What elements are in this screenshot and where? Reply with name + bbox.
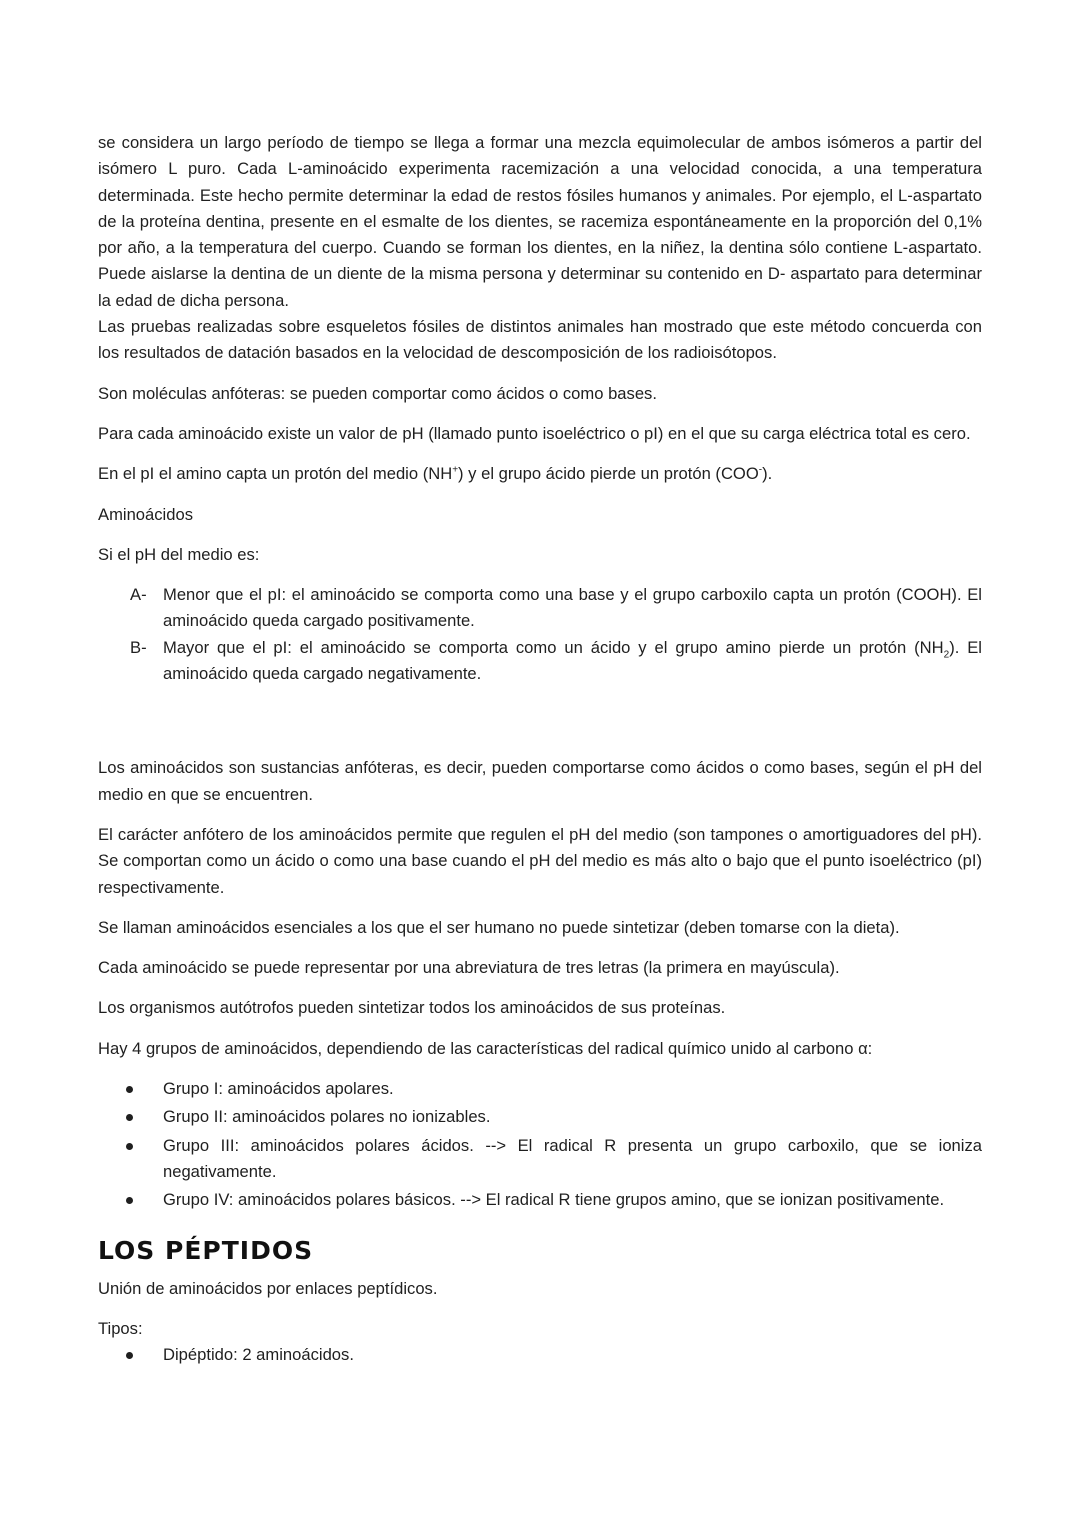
bullet-icon <box>126 1352 133 1359</box>
paragraph-anfoteras: Son moléculas anfóteras: se pueden comportar como ácidos o como bases. <box>98 383 657 403</box>
paragraph-punto-isoelectrico: Para cada aminoácido existe un valor de pH (llamado punto isoeléctrico o pI) en el que su carga eléctrica total es cero. <box>98 423 971 443</box>
pi-text-b: ) y el grupo ácido pierde un protón (COO <box>458 464 759 484</box>
paragraph-peptidos-definicion: Unión de aminoácidos por enlaces peptídicos. <box>98 1278 438 1298</box>
ph-case-list <box>98 582 982 687</box>
paragraph-caracter-anfotero: El carácter anfótero de los aminoácidos permite que regulen el pH del medio (son tampones o amortiguadores del pH). Se comportan como un ácido o como una base cuando el pH del medio es más alto o bajo que el punto isoeléctrico (pI) respectivamente. <box>98 824 982 897</box>
list-item-text: Grupo III: aminoácidos polares ácidos. --> El radical R presenta un grupo carboxilo, que se ioniza negativamente. <box>163 1135 982 1181</box>
pi-superscript-plus: + <box>452 464 459 476</box>
paragraph-grupos-intro: Hay 4 grupos de aminoácidos, dependiendo de las características del radical químico unido al carbono α: <box>98 1038 873 1058</box>
list-marker: A- <box>130 585 147 605</box>
paragraph-pi-protones <box>98 461 982 487</box>
tipos-list <box>98 1342 982 1368</box>
pi-text-a: En el pI el amino capta un protón del medio (NH <box>98 464 453 484</box>
list-item <box>98 1342 982 1368</box>
list-item-text: Dipéptido: 2 aminoácidos. <box>163 1345 354 1365</box>
list-item <box>98 1104 982 1130</box>
list-item-text-b: ). El aminoácido queda cargado negativamente. <box>163 637 982 684</box>
paragraph-racemizacion: se considera un largo período de tiempo se llega a formar una mezcla equimolecular de ambos isómeros a partir del isómero L puro. Cada L-aminoácido experimenta racemización a una velocidad conocida, a una temperatura determinada. Este hecho permite determinar la edad de restos fósiles humanos y animales. Por ejemplo, el L-aspartato de la proteína dentina, presente en el esmalte de los dientes, se racemiza espontáneamente en la proporción del 0,1% por año, a la temperatura del cuerpo. Cuando se forman los dientes, en la niñez, la dentina sólo contiene L-aspartato. Puede aislarse la dentina de un diente de la misma persona y determinar su contenido en D- aspartato para determinar la edad de dicha persona. <box>98 133 982 310</box>
bullet-icon <box>126 1197 133 1204</box>
document-page <box>98 130 982 1368</box>
bullet-icon <box>126 1114 133 1121</box>
list-item-text: Grupo IV: aminoácidos polares básicos. --> El radical R tiene grupos amino, que se ionizan positivamente. <box>163 1190 945 1210</box>
list-item <box>98 635 982 688</box>
label-tipos: Tipos: <box>98 1318 143 1338</box>
list-marker: B- <box>130 637 147 657</box>
grupos-list <box>98 1076 982 1213</box>
section-heading-peptidos: LOS PÉPTIDOS <box>98 1235 314 1265</box>
list-item <box>98 1133 982 1186</box>
list-item-text: Grupo II: aminoácidos polares no ionizables. <box>163 1107 491 1127</box>
list-item-text: Grupo I: aminoácidos apolares. <box>163 1079 394 1099</box>
pi-superscript-minus: - <box>758 464 763 476</box>
paragraph-si-ph: Si el pH del medio es: <box>98 544 260 564</box>
bullet-icon <box>126 1086 133 1093</box>
list-item <box>98 582 982 635</box>
paragraph-pruebas: Las pruebas realizadas sobre esqueletos fósiles de distintos animales han mostrado que este método concuerda con los resultados de datación basados en la velocidad de descomposición de los radioisótopos. <box>98 317 982 363</box>
list-item <box>98 1076 982 1102</box>
list-item-text-a: Mayor que el pI: el aminoácido se comporta como un ácido y el grupo amino pierde un protón (NH <box>163 637 944 657</box>
paragraph-autotrofos: Los organismos autótrofos pueden sintetizar todos los aminoácidos de sus proteínas. <box>98 998 726 1018</box>
bullet-icon <box>126 1143 133 1150</box>
pi-text-c: ). <box>762 464 773 484</box>
paragraph-abreviatura: Cada aminoácido se puede representar por una abreviatura de tres letras (la primera en mayúscula). <box>98 958 840 978</box>
paragraph-esenciales: Se llaman aminoácidos esenciales a los que el ser humano no puede sintetizar (deben tomarse con la dieta). <box>98 917 900 937</box>
list-item-text <box>163 638 982 683</box>
subscript-two: 2 <box>943 649 950 661</box>
list-item-text: Menor que el pI: el aminoácido se comporta como una base y el grupo carboxilo capta un protón (COOH). El aminoácido queda cargado positivamente. <box>163 585 982 631</box>
label-aminoacidos: Aminoácidos <box>98 504 194 524</box>
paragraph-sustancias-anfoteras: Los aminoácidos son sustancias anfóteras, es decir, pueden comportarse como ácidos o como bases, según el pH del medio en que se encuentren. <box>98 758 982 804</box>
list-item <box>98 1187 982 1213</box>
